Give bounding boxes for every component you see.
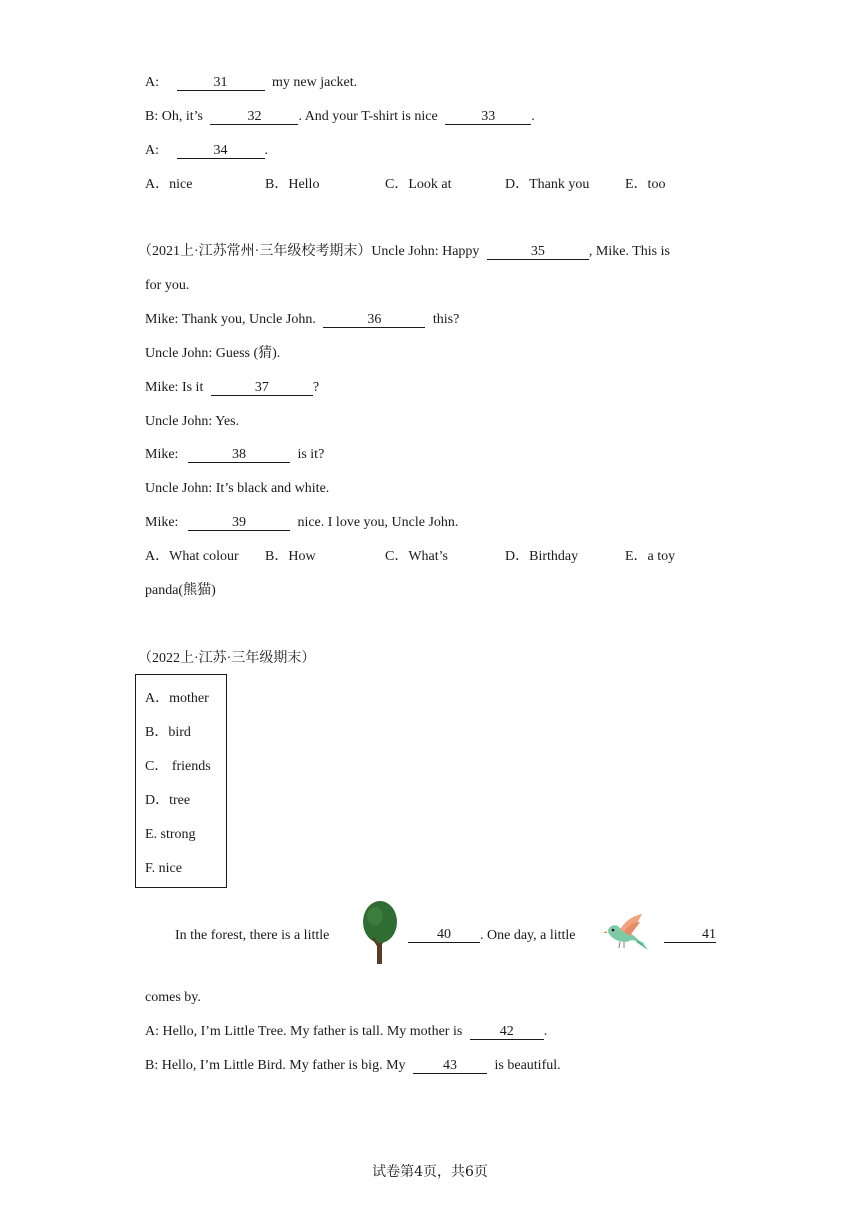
option-e: E．too <box>625 177 666 192</box>
dialogue-line-32-33 <box>145 108 535 126</box>
line-text: my new jacket. <box>272 75 358 90</box>
answer-blank-32[interactable]: 32 <box>210 109 298 125</box>
option-c: C．Look at <box>385 177 452 192</box>
tree-icon <box>360 900 400 968</box>
dialogue-line-cont: for you. <box>145 278 190 293</box>
dialogue-line-36 <box>145 311 459 329</box>
line-text: is beautiful. <box>494 1058 561 1073</box>
dialogue-line-43 <box>145 1057 561 1075</box>
speaker-text: A: <box>145 75 159 90</box>
answer-blank-31[interactable]: 31 <box>177 75 265 91</box>
dialogue-line-black-white: Uncle John: It’s black and white. <box>145 481 330 496</box>
story-text-2: . One day, a little <box>480 928 576 943</box>
answer-blank-41[interactable]: 41 <box>664 927 716 943</box>
speaker-text: Mike: <box>145 515 179 530</box>
option-d: D．Thank you <box>505 177 590 192</box>
answer-blank-39[interactable]: 39 <box>188 515 290 531</box>
dialogue-line-34 <box>145 142 268 160</box>
word-option-c: C． friends <box>145 759 211 774</box>
dialogue-line-31 <box>145 74 357 92</box>
word-option-f: F. nice <box>145 861 182 876</box>
line-text: B: Hello, I’m Little Bird. My father is big. My <box>145 1058 406 1073</box>
bird-icon <box>602 912 648 952</box>
option-e: E．a toy <box>625 549 676 564</box>
line-text: is it? <box>297 447 325 462</box>
answer-blank-36[interactable]: 36 <box>323 312 425 328</box>
option-b: B．Hello <box>265 177 320 192</box>
line-text: Mike: Thank you, Uncle John. <box>145 312 316 327</box>
line-text: B: Oh, it’s <box>145 109 203 124</box>
option-d: D．Birthday <box>505 549 579 564</box>
dialogue-line-39 <box>145 514 458 532</box>
answer-blank-35[interactable]: 35 <box>487 244 589 260</box>
speaker-text: A: <box>145 143 159 158</box>
line-text: . And your T-shirt is nice <box>298 109 438 124</box>
dialogue-line-yes: Uncle John: Yes. <box>145 414 240 429</box>
option-e-cont: panda(熊猫) <box>145 583 216 598</box>
dialogue-line-42 <box>145 1023 547 1041</box>
page-footer: 试卷第4页，共6页 <box>372 1164 488 1180</box>
line-text: nice. I love you, Uncle John. <box>297 515 459 530</box>
option-b: B．How <box>265 549 316 564</box>
line-text: ? <box>312 380 320 395</box>
dialogue-line-37 <box>145 379 319 397</box>
answer-blank-43[interactable]: 43 <box>413 1058 487 1074</box>
option-a: A．What colour <box>145 549 239 564</box>
word-option-a: A．mother <box>145 691 209 706</box>
story-text-1: In the forest, there is a little <box>175 928 330 943</box>
line-text: , Mike. This is <box>588 244 670 259</box>
line-text: this? <box>432 312 460 327</box>
option-c: C．What’s <box>385 549 448 564</box>
question-source-and-text: （2021上·江苏常州·三年级校考期末）Uncle John: Happy <box>138 244 480 259</box>
line-text: . <box>531 109 535 124</box>
answer-blank-37[interactable]: 37 <box>211 380 313 396</box>
word-bank-box <box>135 674 227 888</box>
line-text: Mike: Is it <box>145 380 204 395</box>
answer-blank-38[interactable]: 38 <box>188 447 290 463</box>
option-a: A．nice <box>145 177 193 192</box>
answer-blank-40[interactable]: 40 <box>408 927 480 943</box>
line-text: A: Hello, I’m Little Tree. My father is tall. My mother is <box>145 1024 463 1039</box>
word-option-b: B．bird <box>145 725 191 740</box>
answer-blank-33[interactable]: 33 <box>445 109 531 125</box>
story-text-3: comes by. <box>145 990 201 1005</box>
answer-blank-42[interactable]: 42 <box>470 1024 544 1040</box>
word-option-e: E. strong <box>145 827 196 842</box>
dialogue-line-35 <box>138 243 670 261</box>
speaker-text: Mike: <box>145 447 179 462</box>
word-option-d: D．tree <box>145 793 191 808</box>
answer-blank-34[interactable]: 34 <box>177 143 265 159</box>
question-source: （2022上·江苏·三年级期末） <box>138 651 316 666</box>
line-text: . <box>264 143 268 158</box>
line-text: . <box>543 1024 548 1039</box>
dialogue-line-guess: Uncle John: Guess (猜). <box>145 346 281 361</box>
dialogue-line-38 <box>145 446 324 464</box>
